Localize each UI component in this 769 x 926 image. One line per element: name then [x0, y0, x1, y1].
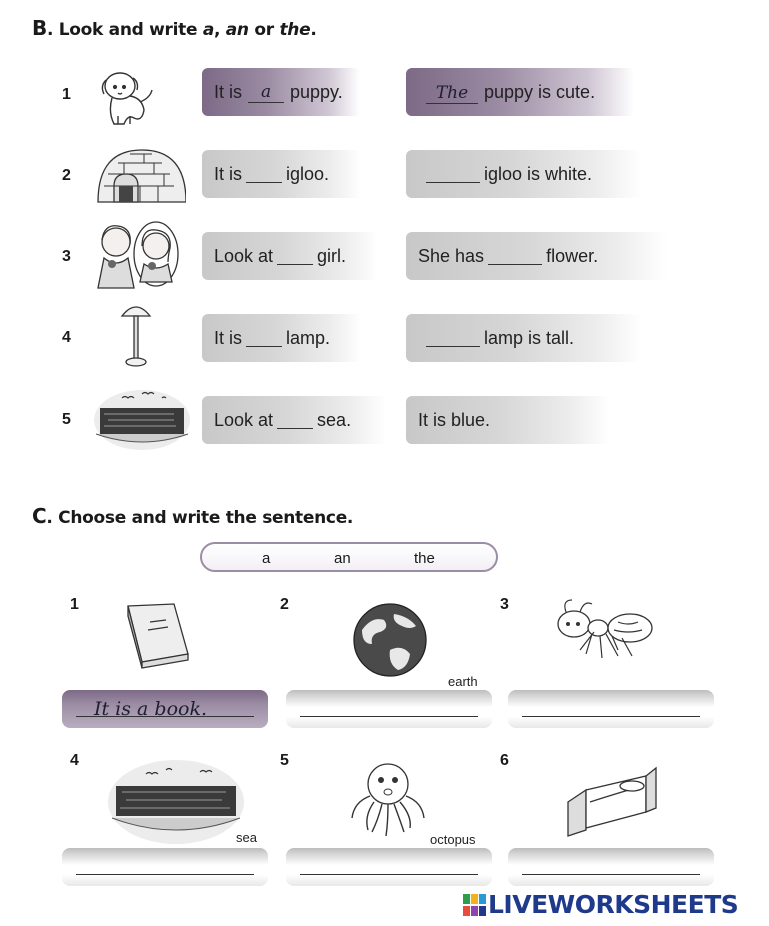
answer-rule — [522, 716, 700, 717]
sentence-3b: She has flower. — [406, 232, 668, 280]
answer-blank[interactable] — [488, 248, 542, 265]
answer-field[interactable]: The — [426, 81, 478, 104]
logo-icon — [462, 893, 488, 917]
item-number: 2 — [280, 596, 289, 613]
answer-field[interactable]: a — [248, 82, 284, 103]
answer-blank[interactable] — [426, 166, 480, 183]
answer-line-1[interactable] — [62, 690, 268, 728]
answer-blank[interactable] — [426, 330, 480, 347]
sentence-5a: Look at sea. — [202, 396, 386, 444]
bed-image — [560, 762, 664, 838]
caption-octopus: octopus — [430, 832, 476, 847]
sentence-1b: The puppy is cute. — [406, 68, 634, 116]
earth-image — [350, 600, 430, 680]
row-number: 2 — [62, 167, 71, 184]
word-choices — [200, 542, 498, 572]
sentence-4b: lamp is tall. — [406, 314, 642, 362]
item-number: 3 — [500, 596, 509, 613]
logo-text: LIVEWORKSHEETS — [488, 890, 739, 919]
item-number: 1 — [70, 596, 79, 613]
row-number: 5 — [62, 411, 71, 428]
answer-rule — [76, 874, 254, 875]
caption-sea: sea — [236, 830, 257, 845]
answer-blank[interactable] — [246, 330, 282, 347]
answer-line-2[interactable] — [286, 690, 492, 728]
answer-blank[interactable] — [246, 166, 282, 183]
liveworksheets-logo — [462, 890, 738, 919]
item-number: 5 — [280, 752, 289, 769]
answer-text-1: It is a book. — [94, 698, 208, 720]
row-number: 1 — [62, 86, 71, 103]
item-number: 4 — [70, 752, 79, 769]
sea-image — [92, 384, 192, 450]
section-b-heading: B. Look and write a, an or the. — [32, 16, 317, 40]
row-number: 3 — [62, 248, 71, 265]
octopus-image — [346, 760, 430, 840]
item-number: 6 — [500, 752, 509, 769]
girls-image — [96, 220, 182, 290]
answer-line-6[interactable] — [508, 848, 714, 886]
choice-the: the — [414, 550, 435, 567]
sea-image-2 — [106, 754, 246, 846]
row-number: 4 — [62, 329, 71, 346]
book-image — [120, 600, 196, 670]
answer-blank[interactable] — [277, 248, 313, 265]
answer-rule — [300, 716, 478, 717]
sentence-4a: It is lamp. — [202, 314, 362, 362]
answer-rule — [300, 874, 478, 875]
answer-blank[interactable] — [277, 412, 313, 429]
sentence-2a: It is igloo. — [202, 150, 362, 198]
answer-line-5[interactable] — [286, 848, 492, 886]
sentence-1a: It is a puppy. — [202, 68, 360, 116]
lamp-image — [116, 300, 156, 370]
sentence-2b: igloo is white. — [406, 150, 642, 198]
caption-earth: earth — [448, 674, 478, 689]
answer-line-3[interactable] — [508, 690, 714, 728]
answer-line-4[interactable] — [62, 848, 268, 886]
puppy-image — [96, 66, 156, 130]
section-c-heading: C. Choose and write the sentence. — [32, 504, 354, 528]
answer-rule — [522, 874, 700, 875]
sentence-5b: It is blue. — [406, 396, 610, 444]
ant-image — [552, 598, 662, 666]
igloo-image — [94, 146, 186, 208]
choice-a: a — [262, 550, 271, 567]
choice-an: an — [334, 550, 351, 567]
sentence-3a: Look at girl. — [202, 232, 378, 280]
